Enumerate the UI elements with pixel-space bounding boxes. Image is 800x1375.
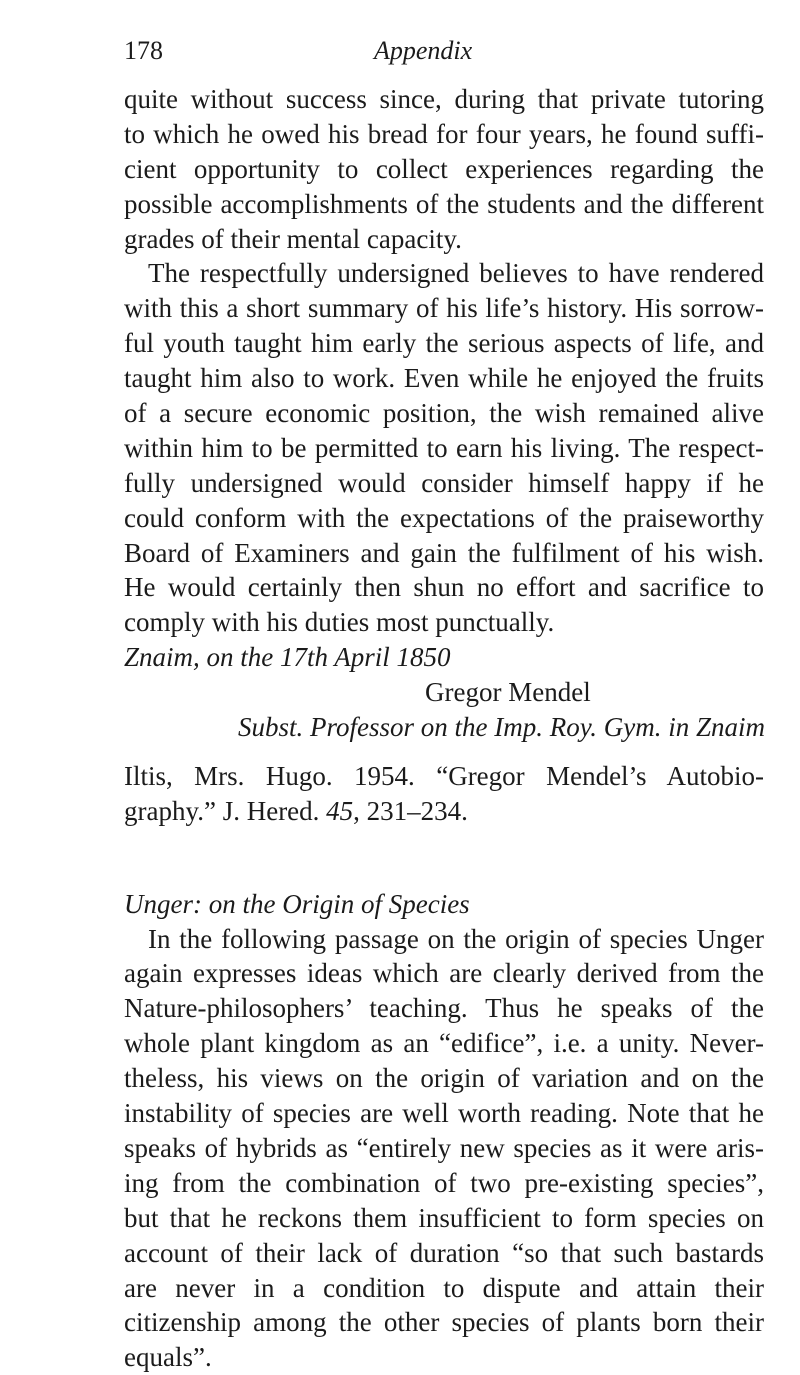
text-line: citizenship among the other species of plants born their (124, 1307, 764, 1338)
text-line: ing from the combination of two pre-existing species”, (124, 1167, 764, 1198)
letter-text (124, 82, 764, 745)
reference-line: Iltis, Mrs. Hugo. 1954. “Gregor Mendel’s Autobio- (124, 760, 764, 791)
text-line: ful youth taught him early the serious aspects of life, and (124, 328, 764, 359)
text-line: He would certainly then shun no effort and sacrifice to (124, 572, 764, 603)
section-heading: Unger: on the Origin of Species (124, 888, 470, 919)
text-line: Nature-philosophers’ teaching. Thus he speaks of the (124, 993, 764, 1024)
text-line: In the following passage on the origin of species Unger (148, 923, 764, 954)
text-line: whole plant kingdom as an “edifice”, i.e. a unity. Never- (124, 1028, 764, 1059)
text-line: but that he reckons them insufficient to form species on (124, 1202, 764, 1233)
place-date: Znaim, on the 17th April 1850 (124, 642, 451, 673)
page-body (124, 82, 764, 1375)
reference-line (124, 794, 764, 829)
text-line: Board of Examiners and gain the fulfilment of his wish. (124, 537, 764, 568)
running-head (124, 36, 764, 76)
text-line: fully undersigned would consider himself happy if he (124, 467, 764, 498)
text-line: account of their lack of duration “so that such bastards (124, 1237, 764, 1268)
text-line: possible accomplishments of the students and the different (124, 188, 764, 219)
text-line: within him to be permitted to earn his living. The respect- (124, 432, 764, 463)
reference-text: graphy.” J. Hered. (124, 795, 320, 826)
journal-volume: 45 (326, 795, 354, 826)
section-unger (124, 887, 764, 1375)
text-line: quite without success since, during that private tutoring (124, 84, 764, 114)
text-line: are never in a condition to dispute and attain their (124, 1272, 764, 1303)
text-line: The respectfully undersigned believes to have rendered (148, 258, 764, 289)
text-line: grades of their mental capacity. (124, 223, 462, 254)
reference-citation (124, 759, 764, 829)
text-line: to which he owed his bread for four years, he found suffi- (124, 118, 764, 149)
text-line: theless, his views on the origin of variation and on the (124, 1063, 764, 1094)
text-line: instability of species are well worth reading. Note that he (124, 1098, 764, 1129)
text-line: speaks of hybrids as “entirely new species as it were aris- (124, 1132, 764, 1163)
running-title: Appendix (374, 36, 473, 65)
signature-name: Gregor Mendel (425, 677, 591, 708)
text-line: comply with his duties most punctually. (124, 607, 555, 638)
page-number: 178 (124, 36, 163, 65)
text-line: cient opportunity to collect experiences regarding the (124, 153, 764, 184)
text-line: with this a short summary of his life’s history. His sorrow- (124, 293, 764, 324)
text-line: again expresses ideas which are clearly derived from the (124, 958, 764, 989)
text-line: of a secure economic position, the wish remained alive (124, 398, 764, 429)
text-line: equals”. (124, 1342, 212, 1373)
text-line: could conform with the expectations of the praiseworthy (124, 502, 764, 533)
reference-pages: , 231–234. (353, 795, 468, 826)
signature-title: Subst. Professor on the Imp. Roy. Gym. in Znaim (238, 712, 765, 743)
text-line: taught him also to work. Even while he enjoyed the fruits (124, 363, 764, 394)
